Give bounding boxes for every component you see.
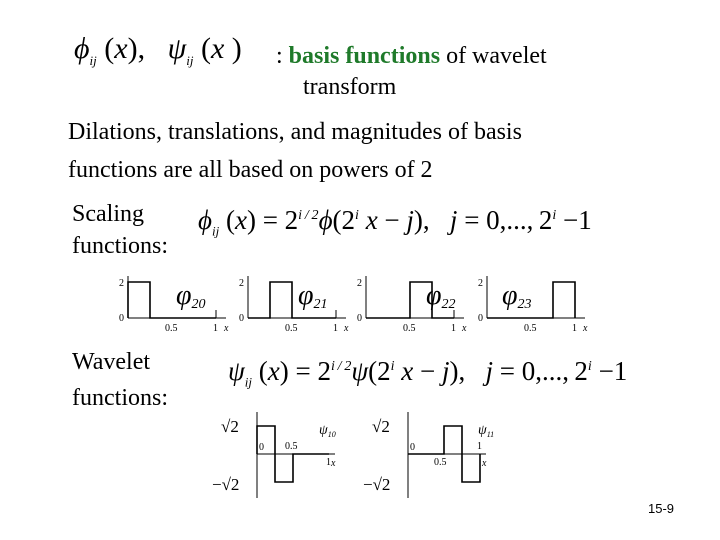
header-rest-line2: transform: [303, 74, 397, 100]
scaling-label-line2: functions:: [72, 233, 168, 259]
scaling-formula: $\phi_{ij}$ $(x) = 2^{i / 2}\phi(2^i$ x − j), j = 0,..., $2^i -1$: [198, 205, 592, 239]
wavelet-ytick-positive: √2: [221, 417, 239, 436]
scaling-one-label: 1: [213, 323, 218, 334]
scaling-plots: [0, 270, 720, 350]
wavelet-half-label: 0.5: [285, 441, 298, 452]
scaling-x-label: x: [344, 323, 349, 334]
wavelet-x-label: x: [482, 458, 487, 469]
header-colon: :: [276, 43, 283, 69]
wavelet-one-label: 1: [326, 457, 331, 468]
basis-functions-formula: $\phi_{ij}$ (x), $\psi_{ij}$ (x ): [74, 32, 242, 68]
wavelet-one-label: 1: [477, 441, 482, 452]
wavelet-function-label: $\psi_{10}$: [319, 423, 336, 439]
wavelet-function-label: $\psi_{11}$: [478, 423, 495, 439]
scaling-ytick-label: 2: [119, 278, 124, 289]
scaling-half-label: 0.5: [165, 323, 178, 334]
scaling-label-line1: Scaling: [72, 201, 144, 227]
header-description: [276, 41, 547, 72]
scaling-half-label: 0.5: [285, 323, 298, 334]
wavelet-x-label: x: [331, 458, 336, 469]
scaling-zero-label: 0: [357, 313, 362, 324]
dilations-line2: functions are all based on powers of 2: [68, 157, 433, 183]
scaling-ytick-label: 2: [478, 278, 483, 289]
wavelet-plots: [0, 408, 720, 508]
wavelet-label-line1: Wavelet: [72, 349, 151, 375]
scaling-zero-label: 0: [478, 313, 483, 324]
scaling-function-label: φ20: [176, 280, 206, 312]
wavelet-ytick-negative: −√2: [363, 475, 391, 494]
scaling-x-label: x: [224, 323, 229, 334]
scaling-one-label: 1: [451, 323, 456, 334]
scaling-x-label: x: [583, 323, 588, 334]
scaling-x-label: x: [462, 323, 467, 334]
scaling-one-label: 1: [572, 323, 577, 334]
wavelet-ytick-positive: √2: [372, 417, 390, 436]
scaling-half-label: 0.5: [524, 323, 537, 334]
wavelet-zero-label: 0: [259, 442, 264, 453]
scaling-ytick-label: 2: [239, 278, 244, 289]
header-rest-line1: of wavelet: [440, 43, 547, 69]
scaling-function-label: φ21: [298, 280, 328, 312]
scaling-ytick-label: 2: [357, 278, 362, 289]
wavelet-ytick-negative: −√2: [212, 475, 240, 494]
scaling-function-label: φ23: [502, 280, 532, 312]
basis-functions-label: basis functions: [288, 43, 441, 69]
scaling-zero-label: 0: [239, 313, 244, 324]
page-number: 15-9: [648, 501, 675, 516]
scaling-zero-label: 0: [119, 313, 124, 324]
scaling-one-label: 1: [333, 323, 338, 334]
scaling-function-label: φ22: [426, 280, 456, 312]
wavelet-half-label: 0.5: [434, 457, 447, 468]
wavelet-zero-label: 0: [410, 442, 415, 453]
wavelet-formula: $\psi_{ij}$ $(x) = 2^{i / 2}\psi(2^i$ x − j), j = 0,..., $2^i -1$: [228, 356, 628, 390]
dilations-line1: Dilations, translations, and magnitudes of basis: [68, 119, 522, 145]
scaling-half-label: 0.5: [403, 323, 416, 334]
wavelet-label-line2: functions:: [72, 385, 168, 411]
